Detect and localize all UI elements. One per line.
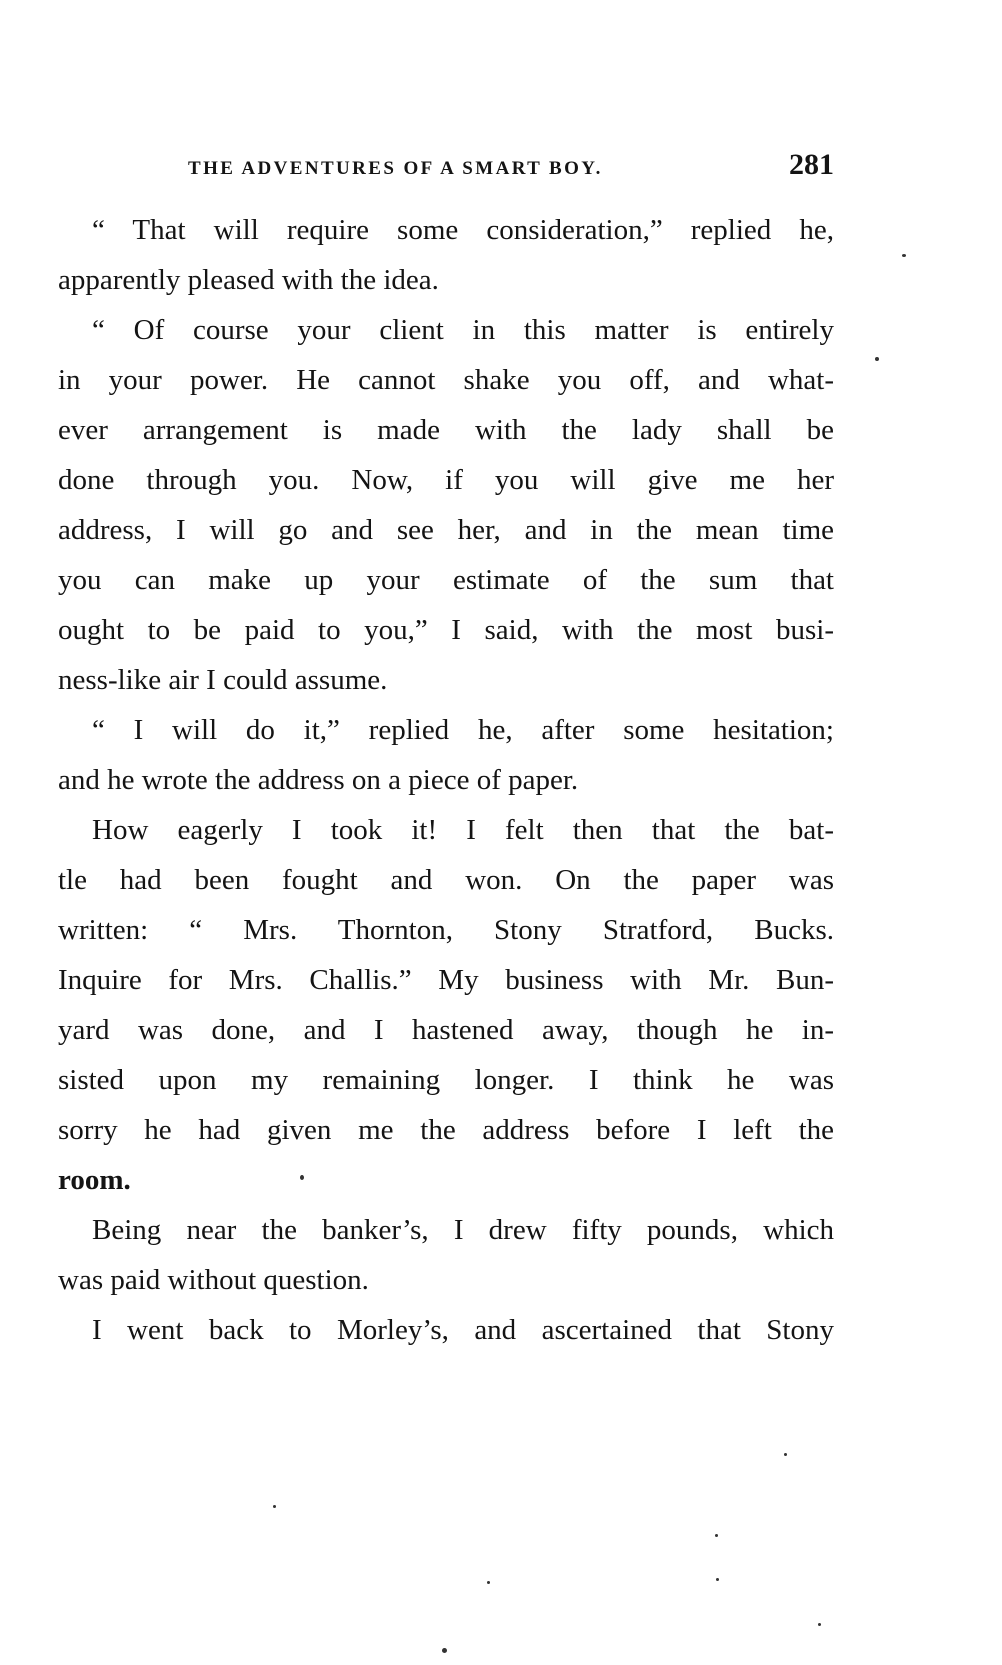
text-line: you can make up your estimate of the sum that xyxy=(58,564,834,596)
text-line: in your power. He cannot shake you off, and what- xyxy=(58,364,834,396)
text-line: ness-like air I could assume. xyxy=(58,664,388,696)
scan-speck xyxy=(487,1581,490,1584)
scan-speck xyxy=(875,357,879,361)
text-line: yard was done, and I hastened away, though he in- xyxy=(58,1014,834,1046)
page-header xyxy=(58,148,834,188)
text-line: I went back to Morley’s, and ascertained that Stony xyxy=(92,1314,834,1346)
text-line: tle had been fought and won. On the paper was xyxy=(58,864,834,896)
text-line: done through you. Now, if you will give me her xyxy=(58,464,834,496)
text-line: was paid without question. xyxy=(58,1264,369,1296)
text-line: room. xyxy=(58,1164,131,1196)
scan-speck xyxy=(300,1175,304,1180)
text-line: sisted upon my remaining longer. I think he was xyxy=(58,1064,834,1096)
text-line: “ I will do it,” replied he, after some hesitation; xyxy=(92,714,834,746)
text-line: ought to be paid to you,” I said, with the most busi- xyxy=(58,614,834,646)
text-line: and he wrote the address on a piece of paper. xyxy=(58,764,579,796)
text-line: written: “ Mrs. Thornton, Stony Stratford, Bucks. xyxy=(58,914,834,946)
text-line: sorry he had given me the address before I left the xyxy=(58,1114,834,1146)
text-line: Inquire for Mrs. Challis.” My business with Mr. Bun- xyxy=(58,964,834,996)
text-line: apparently pleased with the idea. xyxy=(58,264,439,296)
running-head: THE ADVENTURES OF A SMART BOY. xyxy=(188,158,603,179)
text-line: How eagerly I took it! I felt then that the bat- xyxy=(92,814,834,846)
text-line: “ Of course your client in this matter is entirely xyxy=(92,314,834,346)
text-line: address, I will go and see her, and in the mean time xyxy=(58,514,834,546)
scan-speck xyxy=(716,1578,719,1581)
text-line: “ That will require some consideration,” replied he, xyxy=(92,214,834,246)
scan-speck xyxy=(273,1505,276,1508)
text-line: Being near the banker’s, I drew fifty pounds, which xyxy=(92,1214,834,1246)
text-line: ever arrangement is made with the lady shall be xyxy=(58,414,834,446)
scan-speck xyxy=(784,1453,787,1456)
scan-speck xyxy=(818,1623,821,1626)
page-number: 281 xyxy=(789,148,834,181)
scan-speck xyxy=(902,254,906,257)
scan-speck xyxy=(442,1648,447,1653)
scan-speck xyxy=(715,1534,718,1537)
